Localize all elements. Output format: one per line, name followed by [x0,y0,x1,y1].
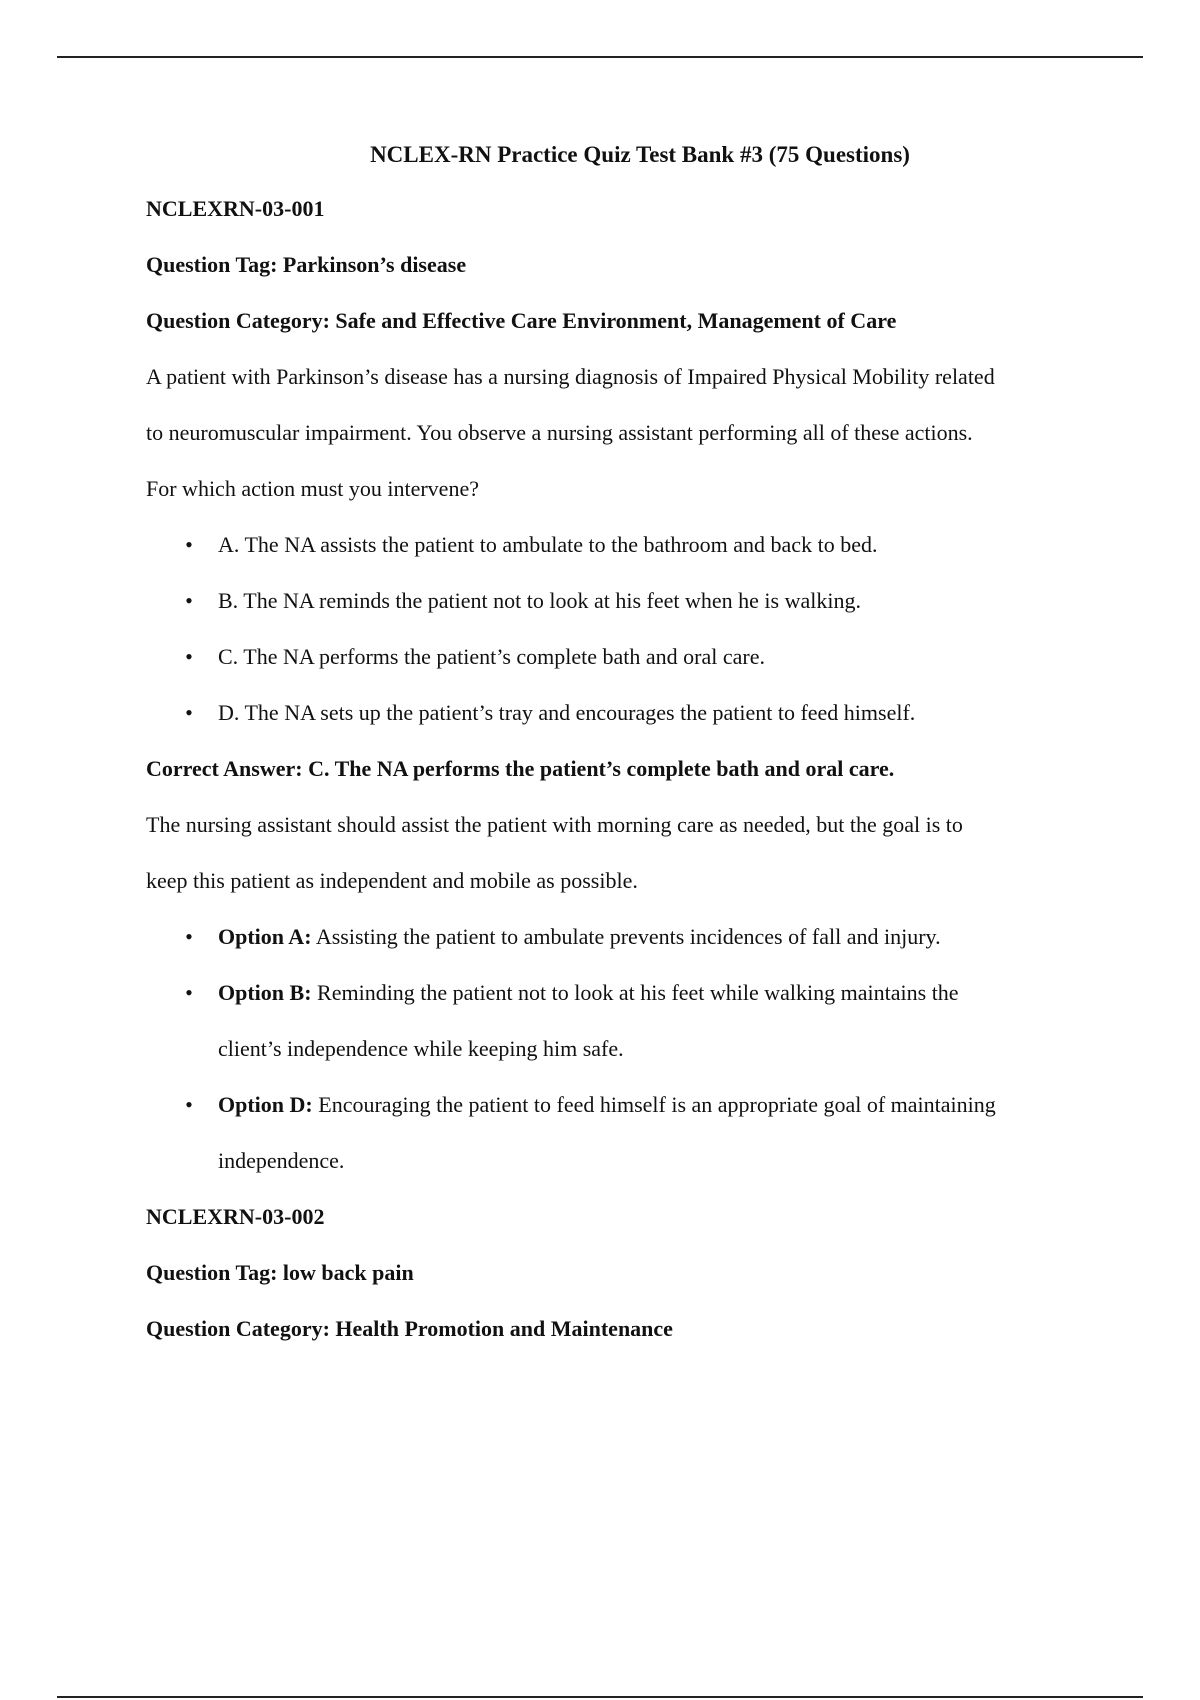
answer-option-d [146,698,1106,754]
rationale [146,810,1106,922]
rationale-line: The nursing assistant should assist the patient with morning care as needed, but the goal is to [146,812,963,837]
top-rule [57,56,1143,58]
answer-options-list [146,530,1106,754]
bullet-icon: • [185,924,193,949]
question-stem [146,362,1106,530]
explanation-text: client’s independence while keeping him safe. [218,1036,624,1061]
bullet-icon: • [185,644,193,669]
question-tag: Question Tag: low back pain [146,1260,414,1285]
bullet-icon: • [185,700,193,725]
bullet-icon: • [185,980,193,1005]
question-id: NCLEXRN-03-001 [146,196,325,221]
question-stem-line: to neuromuscular impairment. You observe a nursing assistant performing all of these actions. [146,420,973,445]
question-stem-line: For which action must you intervene? [146,476,479,501]
answer-option-b [146,586,1106,642]
explanation-option-a [146,922,1106,978]
document-title: NCLEX-RN Practice Quiz Test Bank #3 (75 Questions) [370,142,910,167]
answer-option-text: C. The NA performs the patient’s complete bath and oral care. [218,644,765,669]
answer-option-text: D. The NA sets up the patient’s tray and encourages the patient to feed himself. [218,700,916,725]
rationale-line: keep this patient as independent and mobile as possible. [146,868,638,893]
answer-option-a [146,530,1106,586]
explanation-text: independence. [218,1148,345,1173]
explanation-text: Encouraging the patient to feed himself is an appropriate goal of maintaining [318,1092,996,1117]
answer-option-text: B. The NA reminds the patient not to look at his feet when he is walking. [218,588,861,613]
explanation-text: Reminding the patient not to look at his feet while walking maintains the [317,980,959,1005]
question-stem-line: A patient with Parkinson’s disease has a nursing diagnosis of Impaired Physical Mobility related [146,364,995,389]
explanation-label: Option B: [218,980,312,1005]
explanation-option-b [146,978,1106,1090]
question-category: Question Category: Health Promotion and Maintenance [146,1316,673,1341]
document-body [146,140,1106,1370]
correct-answer: Correct Answer: C. The NA performs the patient’s complete bath and oral care. [146,756,895,781]
question-id: NCLEXRN-03-002 [146,1204,325,1229]
bullet-icon: • [185,588,193,613]
explanation-label: Option D: [218,1092,313,1117]
explanation-label: Option A: [218,924,312,949]
bullet-icon: • [185,532,193,557]
option-explanations-list [146,922,1106,1202]
explanation-option-d [146,1090,1106,1202]
bottom-rule [57,1696,1143,1698]
answer-option-c [146,642,1106,698]
explanation-text: Assisting the patient to ambulate prevents incidences of fall and injury. [315,924,941,949]
answer-option-text: A. The NA assists the patient to ambulate to the bathroom and back to bed. [218,532,878,557]
question-category: Question Category: Safe and Effective Care Environment, Management of Care [146,308,897,333]
question-tag: Question Tag: Parkinson’s disease [146,252,467,277]
bullet-icon: • [185,1092,193,1117]
